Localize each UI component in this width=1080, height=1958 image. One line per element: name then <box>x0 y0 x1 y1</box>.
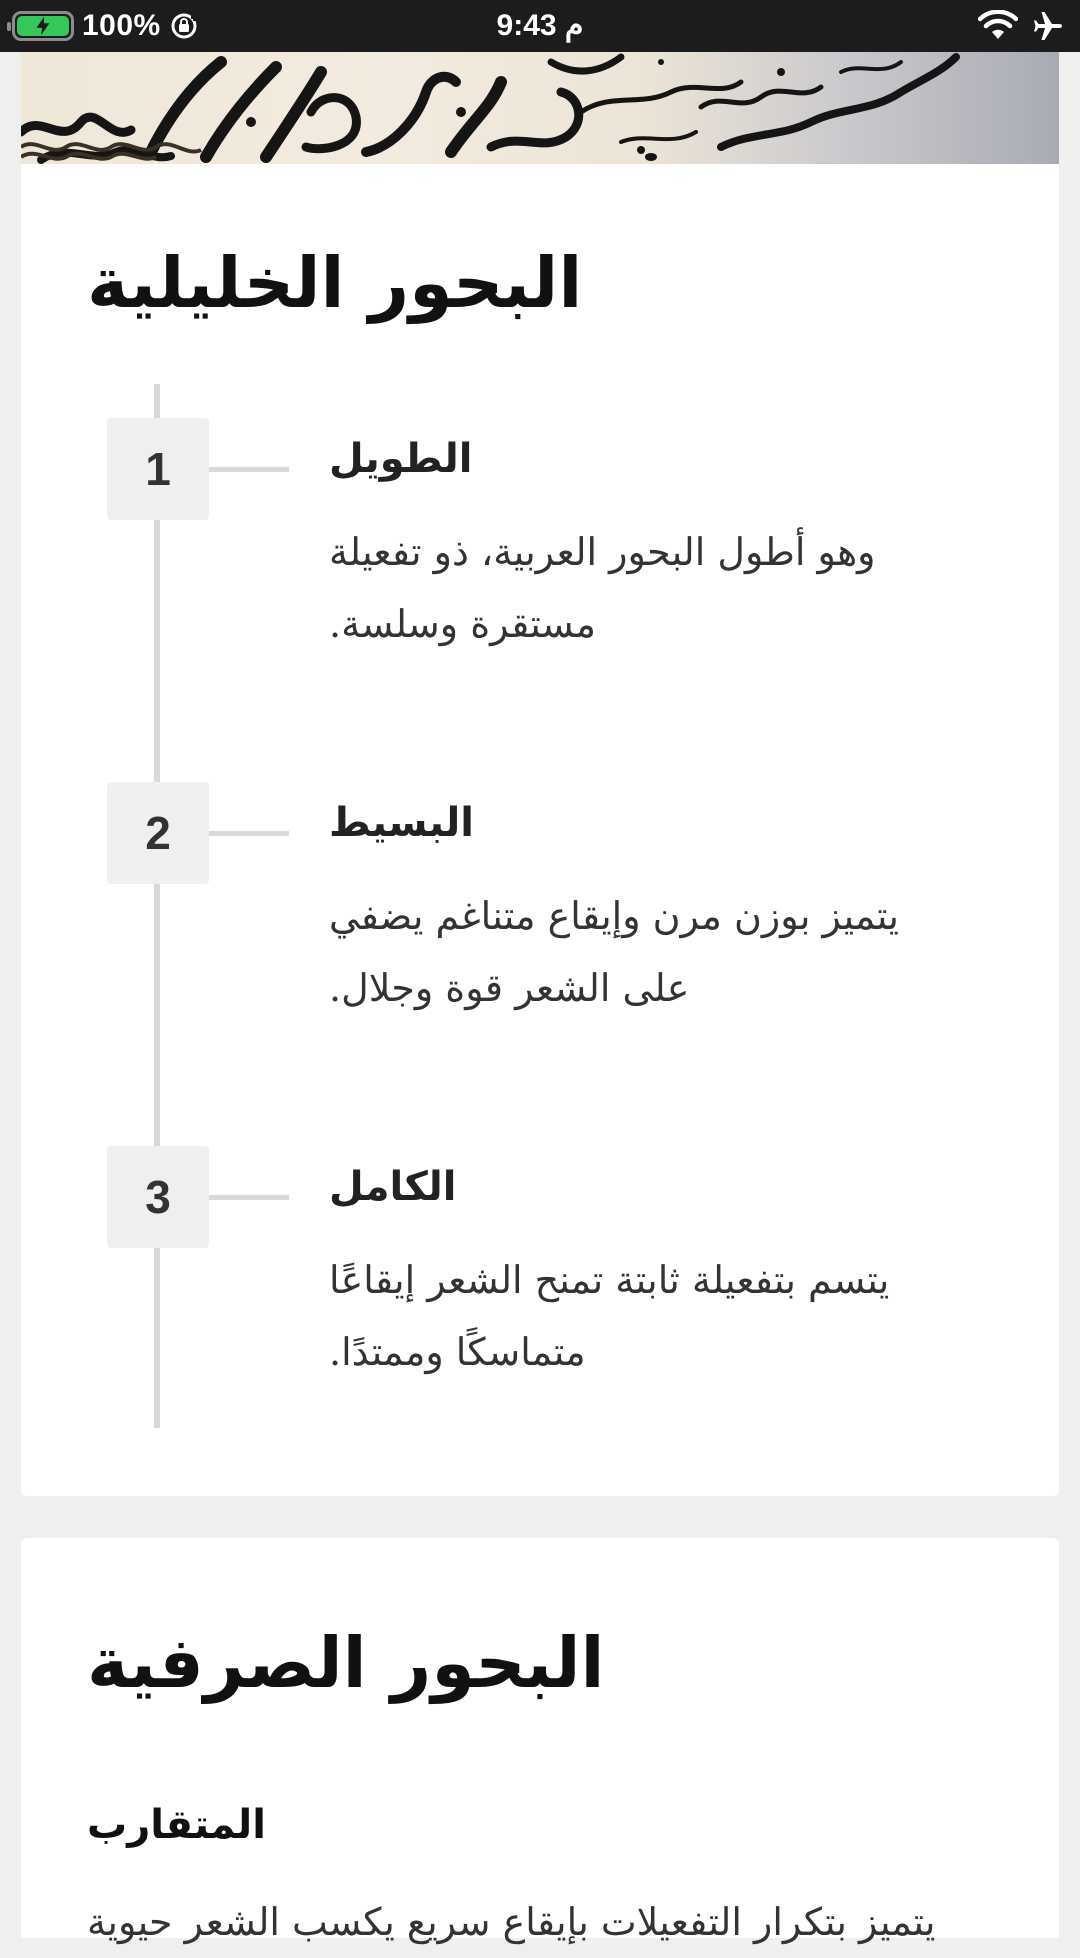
status-bar <box>0 0 1080 52</box>
section-title: البحور الصرفية <box>87 1622 605 1704</box>
wifi-icon <box>978 10 1018 42</box>
section-subtitle: المتقارب <box>87 1802 266 1848</box>
section-card-khaliliya <box>21 164 1059 1496</box>
timeline-line <box>154 384 160 1428</box>
timeline-item-title: البسيط <box>329 800 474 846</box>
timeline-item-title: الطويل <box>329 436 473 482</box>
timeline-connector <box>209 1195 289 1200</box>
timeline-connector <box>209 831 289 836</box>
timeline-number: 3 <box>107 1146 209 1248</box>
timeline-item-title: الكامل <box>329 1164 457 1210</box>
timeline-number: 2 <box>107 782 209 884</box>
section-title: البحور الخليلية <box>87 242 583 324</box>
timeline-item-description: وهو أطول البحور العربية، ذو تفعيلة مستقرة وسلسة. <box>329 530 876 646</box>
timeline-connector <box>209 467 289 472</box>
arabic-calligraphy-image <box>21 52 1059 164</box>
timeline-item-description: يتسم بتفعيلة ثابتة تمنح الشعر إيقاعًا متماسكًا وممتدًا. <box>329 1258 890 1374</box>
timeline-item-description: يتميز بوزن مرن وإيقاع متناغم يضفي على الشعر قوة وجلال. <box>329 894 899 1010</box>
section-card-sarfiya <box>21 1538 1059 1944</box>
status-right <box>978 0 1066 52</box>
section-description: يتميز بتكرار التفعيلات بإيقاع سريع يكسب الشعر حيوية <box>87 1900 936 1944</box>
status-time: 9:43 م <box>496 9 584 42</box>
timeline-number: 1 <box>107 418 209 520</box>
battery-percentage: 100% <box>82 9 161 42</box>
airplane-icon <box>1032 9 1066 43</box>
